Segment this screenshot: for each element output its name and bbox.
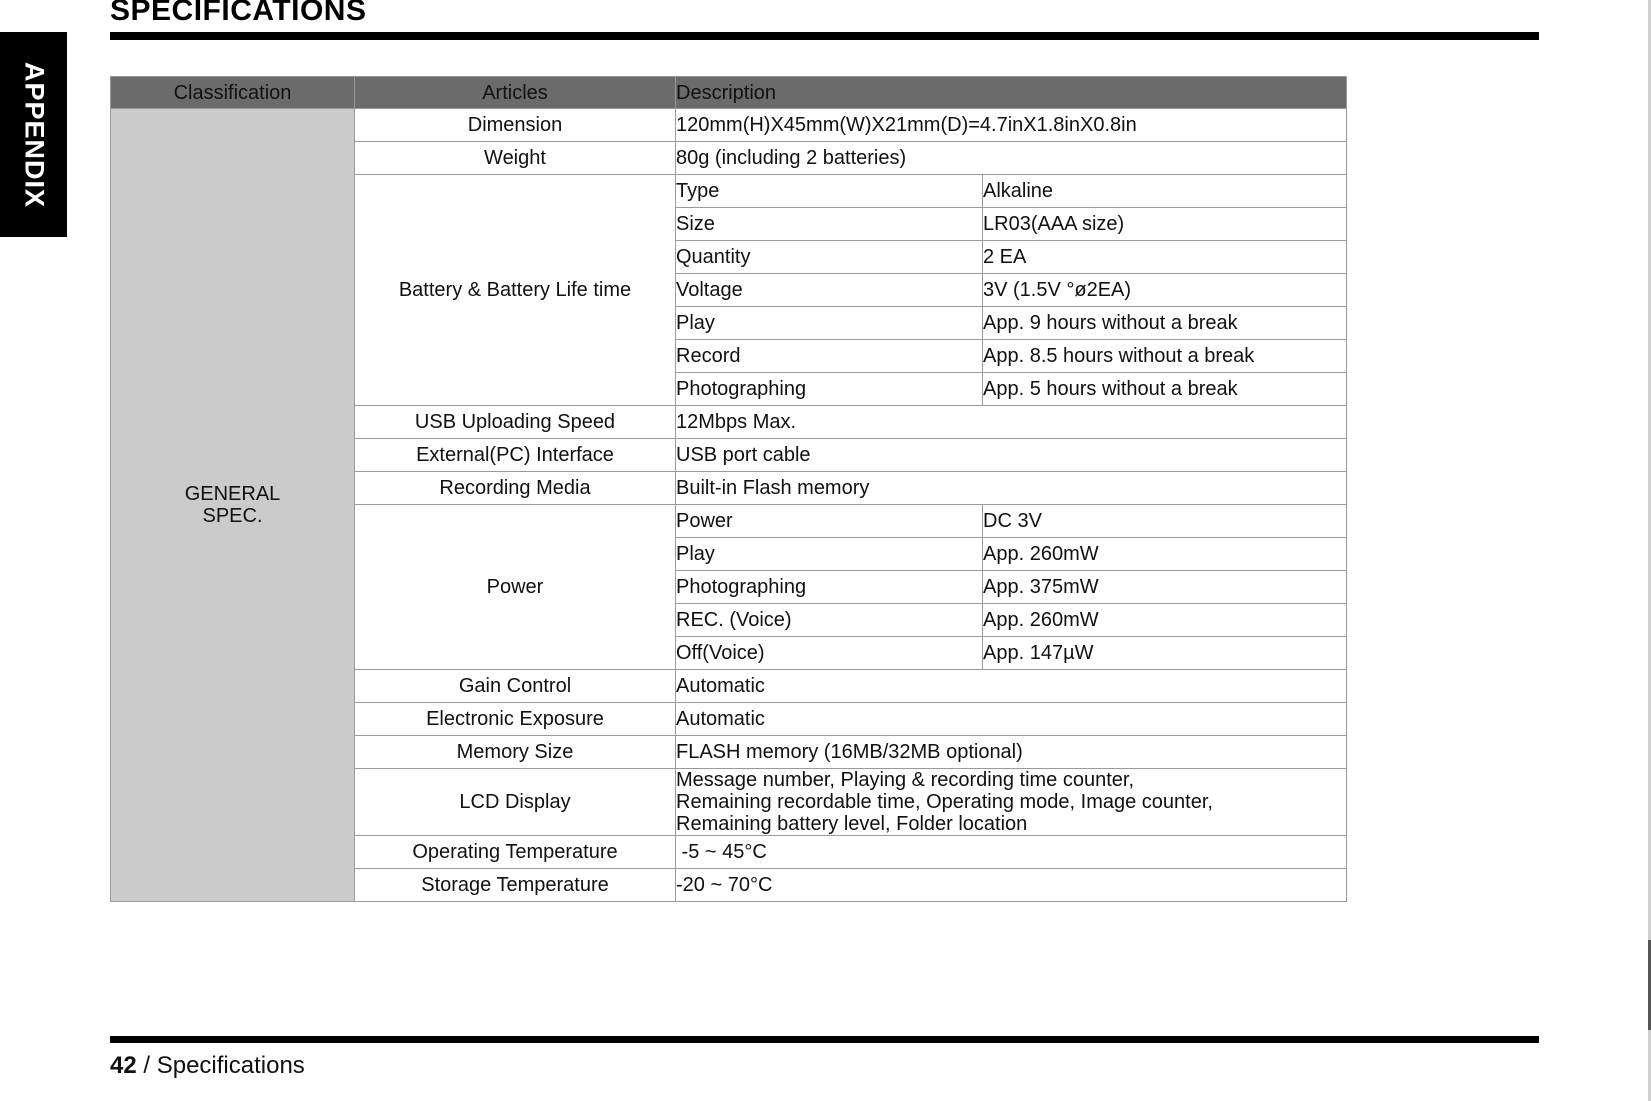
bottom-rule — [110, 1036, 1539, 1043]
battery-sub-label: Photographing — [676, 373, 983, 406]
article-electronic-exposure: Electronic Exposure — [355, 703, 676, 736]
battery-sub-value: 3V (1.5V °ø2EA) — [983, 274, 1347, 307]
battery-sub-value: Alkaline — [983, 175, 1347, 208]
header-classification: Classification — [111, 77, 355, 109]
article-weight: Weight — [355, 142, 676, 175]
footer-label: Specifications — [156, 1052, 305, 1079]
article-lcd-display: LCD Display — [355, 769, 676, 836]
desc-operating-temperature: -5 ~ 45°C — [676, 836, 1347, 869]
article-gain-control: Gain Control — [355, 670, 676, 703]
lcd-line: Remaining recordable time, Operating mode, Image counter, — [676, 791, 1213, 813]
classification-line-1: GENERAL — [184, 483, 281, 505]
article-memory-size: Memory Size — [355, 736, 676, 769]
desc-weight: 80g (including 2 batteries) — [676, 142, 1347, 175]
power-sub-label: Power — [676, 505, 983, 538]
article-dimension: Dimension — [355, 109, 676, 142]
footer-separator: / — [136, 1052, 157, 1079]
power-sub-value: App. 147µW — [983, 637, 1347, 670]
page-footer — [110, 1052, 305, 1080]
desc-external-interface: USB port cable — [676, 439, 1347, 472]
lcd-line: Remaining battery level, Folder location — [676, 813, 1028, 835]
desc-usb-speed: 12Mbps Max. — [676, 406, 1347, 439]
lcd-line: Message number, Playing & recording time counter, — [676, 769, 1135, 791]
article-operating-temperature: Operating Temperature — [355, 836, 676, 869]
power-sub-value: App. 375mW — [983, 571, 1347, 604]
article-usb-speed: USB Uploading Speed — [355, 406, 676, 439]
classification-cell — [111, 109, 355, 902]
table-header-row — [111, 77, 1347, 109]
battery-sub-label: Record — [676, 340, 983, 373]
power-sub-label: REC. (Voice) — [676, 604, 983, 637]
battery-sub-label: Voltage — [676, 274, 983, 307]
desc-gain-control: Automatic — [676, 670, 1347, 703]
battery-sub-value: App. 9 hours without a break — [983, 307, 1347, 340]
desc-recording-media: Built-in Flash memory — [676, 472, 1347, 505]
article-storage-temperature: Storage Temperature — [355, 869, 676, 902]
power-sub-label: Play — [676, 538, 983, 571]
battery-sub-value: App. 5 hours without a break — [983, 373, 1347, 406]
battery-sub-value: LR03(AAA size) — [983, 208, 1347, 241]
classification-line-2: SPEC. — [202, 505, 263, 527]
desc-dimension: 120mm(H)X45mm(W)X21mm(D)=4.7inX1.8inX0.8in — [676, 109, 1347, 142]
article-battery: Battery & Battery Life time — [355, 175, 676, 406]
specifications-table — [110, 76, 1347, 902]
battery-sub-label: Play — [676, 307, 983, 340]
desc-electronic-exposure: Automatic — [676, 703, 1347, 736]
battery-sub-label: Quantity — [676, 241, 983, 274]
appendix-tab-label: APPENDIX — [19, 61, 49, 208]
table-row — [111, 109, 1347, 142]
power-sub-label: Off(Voice) — [676, 637, 983, 670]
power-sub-value: DC 3V — [983, 505, 1347, 538]
page-number: 42 — [110, 1052, 137, 1079]
battery-sub-label: Type — [676, 175, 983, 208]
battery-sub-value: App. 8.5 hours without a break — [983, 340, 1347, 373]
top-rule — [110, 32, 1539, 40]
header-articles: Articles — [355, 77, 676, 109]
battery-sub-label: Size — [676, 208, 983, 241]
article-external-interface: External(PC) Interface — [355, 439, 676, 472]
page-title: SPECIFICATIONS — [110, 0, 367, 27]
appendix-tab — [0, 32, 67, 237]
battery-sub-value: 2 EA — [983, 241, 1347, 274]
power-sub-label: Photographing — [676, 571, 983, 604]
power-sub-value: App. 260mW — [983, 604, 1347, 637]
desc-lcd-display — [676, 769, 1347, 836]
desc-storage-temperature: -20 ~ 70°C — [676, 869, 1347, 902]
article-recording-media: Recording Media — [355, 472, 676, 505]
article-power: Power — [355, 505, 676, 670]
header-description: Description — [676, 77, 1347, 109]
power-sub-value: App. 260mW — [983, 538, 1347, 571]
desc-memory-size: FLASH memory (16MB/32MB optional) — [676, 736, 1347, 769]
